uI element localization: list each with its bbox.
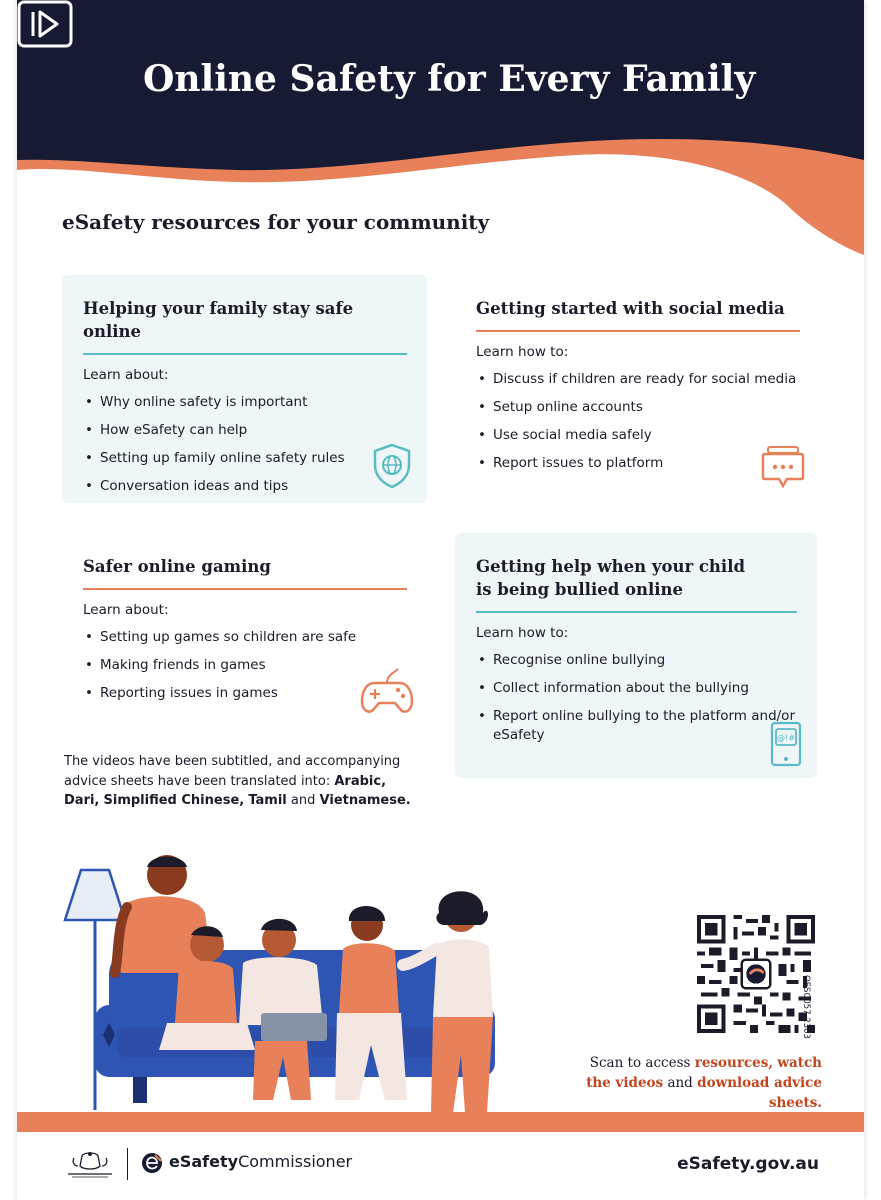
card-lead: Learn about: (83, 367, 169, 383)
list-item: • How eSafety can help (83, 421, 407, 440)
note-lang-chinese: Simplified Chinese, (103, 793, 245, 808)
card-title: Getting started with social media (476, 297, 800, 332)
note-lang-dari: Dari, (64, 793, 100, 808)
card-family-safety (62, 275, 427, 503)
footer-divider (127, 1148, 128, 1180)
list-item: • Recognise online bullying (476, 651, 797, 670)
card-list (476, 651, 797, 745)
footer (17, 1132, 864, 1200)
translation-note (64, 752, 424, 811)
card-lead: Learn how to: (476, 625, 569, 641)
scan-and: and (667, 1075, 693, 1091)
list-item: • Conversation ideas and tips (83, 477, 407, 496)
phone-message-icon (770, 721, 802, 767)
website-link[interactable]: eSafety.gov.au (677, 1154, 819, 1174)
card-cyberbullying-help (455, 533, 817, 778)
list-item: • Setup online accounts (476, 398, 800, 417)
list-item: • Making friends in games (83, 656, 407, 675)
poster-sheet (17, 0, 864, 1200)
scan-prefix: Scan to access (589, 1055, 691, 1071)
qr-code-icon[interactable] (697, 915, 815, 1033)
note-lang-arabic: Arabic, (334, 773, 387, 789)
esafety-logo-icon (141, 1152, 163, 1174)
card-title-line2: is being bullied online (476, 580, 684, 599)
card-social-media (455, 275, 820, 503)
shield-globe-icon (372, 443, 412, 489)
scan-download-link[interactable]: download advice sheets. (697, 1075, 822, 1111)
list-item: • Report issues to platform (476, 454, 800, 473)
card-title-line1: Getting help when your child (476, 557, 746, 576)
card-list (476, 370, 800, 473)
australian-government-crest-icon (62, 1150, 118, 1180)
card-list (83, 393, 407, 496)
list-item: • Why online safety is important (83, 393, 407, 412)
chat-bubble-icon (761, 445, 805, 489)
list-item: • Collect information about the bullying (476, 679, 797, 698)
note-text: The videos have been subtitled, and accompanying advice sheets have been translated into: (64, 754, 401, 789)
card-lead: Learn how to: (476, 344, 569, 360)
brand-bold: eSafety (169, 1152, 239, 1171)
page-title: Online Safety for Every Family (143, 58, 756, 100)
card-lead: Learn about: (83, 602, 169, 618)
floor-band (17, 1112, 864, 1132)
section-subtitle: eSafety resources for your community (62, 210, 490, 234)
list-item: • Discuss if children are ready for social media (476, 370, 800, 389)
note-and: and (290, 793, 316, 808)
scan-resources-link[interactable]: resources, (694, 1055, 774, 1071)
esafety-commissioner-brand (169, 1152, 352, 1171)
note-lang-tamil: Tamil (248, 793, 287, 808)
card-list (83, 628, 407, 703)
list-item: • Setting up games so children are safe (83, 628, 407, 647)
list-item: • Reporting issues in games (83, 684, 407, 703)
game-controller-icon (360, 665, 414, 717)
card-online-gaming (62, 533, 427, 733)
note-lang-vietnamese: Vietnamese. (319, 793, 411, 808)
list-item: • Setting up family online safety rules (83, 449, 407, 468)
play-video-icon (17, 0, 73, 48)
publication-code: OESC057.2303 (801, 975, 811, 1039)
family-illustration (47, 845, 517, 1120)
brand-regular: Commissioner (238, 1152, 353, 1171)
card-title: Helping your family stay safe online (83, 297, 407, 355)
scan-watch-link[interactable]: watch the videos (586, 1055, 822, 1091)
svg-text:@!#: @!# (777, 733, 795, 743)
list-item: • Report online bullying to the platform and/or eSafety (476, 707, 797, 745)
scan-instructions (562, 1053, 822, 1113)
card-title: Safer online gaming (83, 555, 407, 590)
card-title (476, 555, 797, 613)
list-item: • Use social media safely (476, 426, 800, 445)
